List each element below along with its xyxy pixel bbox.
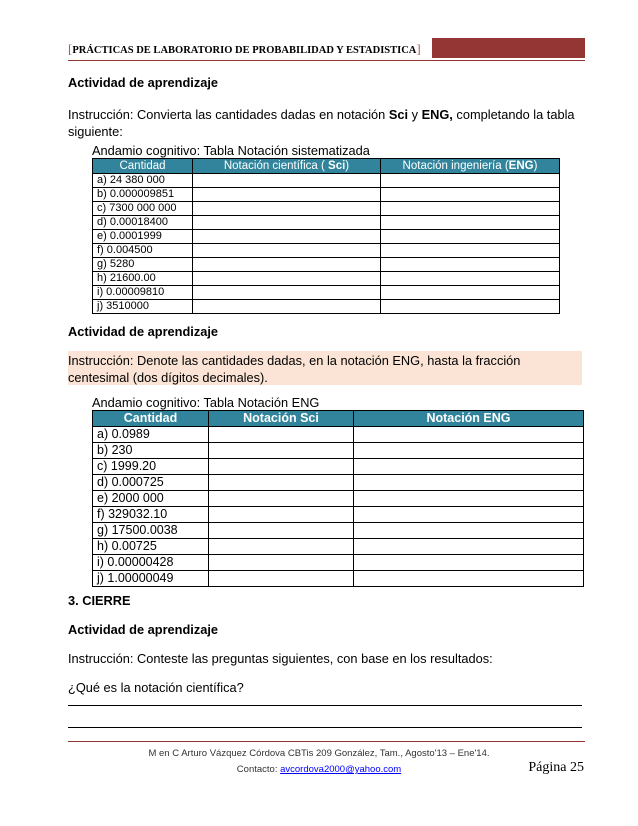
eng-answer-cell[interactable] xyxy=(354,523,584,539)
sci-answer-cell[interactable] xyxy=(209,523,354,539)
section3-instruction: Instrucción: Conteste las preguntas siguientes, con base en los resultados: xyxy=(68,651,493,666)
header-divider xyxy=(68,60,585,61)
header-bracket-open: [ xyxy=(68,41,73,56)
eng-answer-cell[interactable] xyxy=(381,258,560,272)
eng-answer-cell[interactable] xyxy=(381,202,560,216)
quantity-cell: h) 0.00725 xyxy=(93,539,209,555)
instruction-sci: Sci xyxy=(388,107,409,122)
sci-answer-cell[interactable] xyxy=(193,188,381,202)
eng-answer-cell[interactable] xyxy=(354,571,584,587)
sci-answer-cell[interactable] xyxy=(209,539,354,555)
table1-col-eng xyxy=(381,159,560,174)
table-row xyxy=(93,216,560,230)
quantity-cell: c) 7300 000 000 xyxy=(93,202,193,216)
instruction2-line2: centesimal (dos dígitos decimales). xyxy=(68,370,268,385)
eng-answer-cell[interactable] xyxy=(354,539,584,555)
quantity-cell: e) 0.0001999 xyxy=(93,230,193,244)
quantity-cell: e) 2000 000 xyxy=(93,491,209,507)
table-row xyxy=(93,555,584,571)
table1-caption: Andamio cognitivo: Tabla Notación sistematizada xyxy=(92,143,370,158)
col-eng-bold: ENG xyxy=(508,160,534,172)
section2-heading: Actividad de aprendizaje xyxy=(68,324,219,339)
table-row xyxy=(93,286,560,300)
quantity-cell: a) 24 380 000 xyxy=(93,174,193,188)
instruction-eng: ENG, xyxy=(421,107,453,122)
table2-col-eng: Notación ENG xyxy=(354,411,584,427)
table-row xyxy=(93,523,584,539)
quantity-cell: i) 0.00009810 xyxy=(93,286,193,300)
quantity-cell: j) 1.00000049 xyxy=(93,571,209,587)
eng-answer-cell[interactable] xyxy=(354,427,584,443)
col-sci-suffix: ) xyxy=(345,160,350,172)
table2-col-cantidad: Cantidad xyxy=(93,411,209,427)
instruction2-line1: Instrucción: Denote las cantidades dadas, en la notación ENG, hasta la fracción xyxy=(68,353,521,368)
answer-line[interactable] xyxy=(68,705,582,706)
col-eng-suffix: ) xyxy=(533,160,538,172)
table-row xyxy=(93,443,584,459)
table-row xyxy=(93,272,560,286)
table-row xyxy=(93,244,560,258)
table-row xyxy=(93,427,584,443)
quantity-cell: b) 0.000009851 xyxy=(93,188,193,202)
eng-answer-cell[interactable] xyxy=(381,300,560,314)
sci-answer-cell[interactable] xyxy=(209,491,354,507)
section3-subheading: Actividad de aprendizaje xyxy=(68,622,219,637)
table-row xyxy=(93,507,584,523)
section1-heading: Actividad de aprendizaje xyxy=(68,75,219,90)
table-row xyxy=(93,491,584,507)
table-row xyxy=(93,202,560,216)
quantity-cell: a) 0.0989 xyxy=(93,427,209,443)
eng-answer-cell[interactable] xyxy=(354,443,584,459)
quantity-cell: f) 329032.10 xyxy=(93,507,209,523)
section3-heading: 3. CIERRE xyxy=(68,593,131,608)
eng-answer-cell[interactable] xyxy=(381,244,560,258)
quantity-cell: b) 230 xyxy=(93,443,209,459)
table-row xyxy=(93,539,584,555)
sci-answer-cell[interactable] xyxy=(193,244,381,258)
col-sci-bold: Sci xyxy=(328,160,346,172)
table2-col-sci: Notación Sci xyxy=(209,411,354,427)
table-row xyxy=(93,174,560,188)
instruction-line2: siguiente: xyxy=(68,124,123,139)
footer-divider xyxy=(68,741,585,742)
sci-answer-cell[interactable] xyxy=(193,286,381,300)
quantity-cell: d) 0.000725 xyxy=(93,475,209,491)
eng-answer-cell[interactable] xyxy=(354,555,584,571)
quantity-cell: i) 0.00000428 xyxy=(93,555,209,571)
sci-answer-cell[interactable] xyxy=(193,272,381,286)
sci-answer-cell[interactable] xyxy=(193,216,381,230)
table-row xyxy=(93,571,584,587)
footer-author: M en C Arturo Vázquez Córdova CBTis 209 González, Tam., Agosto'13 – Ene'14. xyxy=(148,748,490,759)
table-row xyxy=(93,230,560,244)
sci-answer-cell[interactable] xyxy=(193,202,381,216)
table-row xyxy=(93,459,584,475)
sci-answer-cell[interactable] xyxy=(193,174,381,188)
instruction-and: y xyxy=(408,107,422,122)
quantity-cell: h) 21600.00 xyxy=(93,272,193,286)
table-row xyxy=(93,300,560,314)
eng-answer-cell[interactable] xyxy=(381,230,560,244)
page-number: Página 25 xyxy=(528,760,584,775)
quantity-cell: c) 1999.20 xyxy=(93,459,209,475)
table-row xyxy=(93,188,560,202)
table2-caption: Andamio cognitivo: Tabla Notación ENG xyxy=(92,395,320,410)
col-sci-prefix: Notación científica ( xyxy=(223,160,329,172)
table1-col-cantidad: Cantidad xyxy=(93,159,193,174)
notation-table-1 xyxy=(92,158,560,314)
eng-answer-cell[interactable] xyxy=(354,475,584,491)
instruction-text-end: completando la tabla xyxy=(452,107,575,122)
col-eng-prefix: Notación ingeniería ( xyxy=(402,160,509,172)
section1-instruction xyxy=(68,106,588,140)
eng-answer-cell[interactable] xyxy=(354,459,584,475)
eng-answer-cell[interactable] xyxy=(354,491,584,507)
quantity-cell: g) 17500.0038 xyxy=(93,523,209,539)
answer-line[interactable] xyxy=(68,727,582,728)
question-text: ¿Qué es la notación científica? xyxy=(68,680,244,695)
quantity-cell: j) 3510000 xyxy=(93,300,193,314)
table-row xyxy=(93,475,584,491)
eng-answer-cell[interactable] xyxy=(381,272,560,286)
table1-col-sci xyxy=(193,159,381,174)
sci-answer-cell[interactable] xyxy=(193,230,381,244)
table-row xyxy=(93,258,560,272)
sci-answer-cell[interactable] xyxy=(209,507,354,523)
sci-answer-cell[interactable] xyxy=(209,571,354,587)
quantity-cell: g) 5280 xyxy=(93,258,193,272)
sci-answer-cell[interactable] xyxy=(209,475,354,491)
contact-email-link[interactable]: avcordova2000@yahoo.com xyxy=(280,764,402,775)
quantity-cell: d) 0.00018400 xyxy=(93,216,193,230)
header-accent-bar xyxy=(432,38,585,58)
page-header-title xyxy=(68,41,421,57)
contact-label: Contacto: xyxy=(236,764,281,775)
notation-table-2 xyxy=(92,410,584,587)
eng-answer-cell[interactable] xyxy=(381,216,560,230)
table1-header-row xyxy=(93,159,560,174)
sci-answer-cell[interactable] xyxy=(193,300,381,314)
eng-answer-cell[interactable] xyxy=(354,507,584,523)
sci-answer-cell[interactable] xyxy=(209,443,354,459)
eng-answer-cell[interactable] xyxy=(381,174,560,188)
quantity-cell: f) 0.004500 xyxy=(93,244,193,258)
sci-answer-cell[interactable] xyxy=(209,459,354,475)
header-bracket-close: ] xyxy=(416,41,421,56)
eng-answer-cell[interactable] xyxy=(381,286,560,300)
eng-answer-cell[interactable] xyxy=(381,188,560,202)
header-title-text: PRÁCTICAS DE LABORATORIO DE PROBABILIDAD Y ESTADISTICA xyxy=(72,45,417,56)
sci-answer-cell[interactable] xyxy=(209,555,354,571)
table2-header-row xyxy=(93,411,584,427)
sci-answer-cell[interactable] xyxy=(193,258,381,272)
section2-instruction xyxy=(68,352,520,386)
instruction-text: Instrucción: Convierta las cantidades dadas en notación xyxy=(68,107,389,122)
sci-answer-cell[interactable] xyxy=(209,427,354,443)
